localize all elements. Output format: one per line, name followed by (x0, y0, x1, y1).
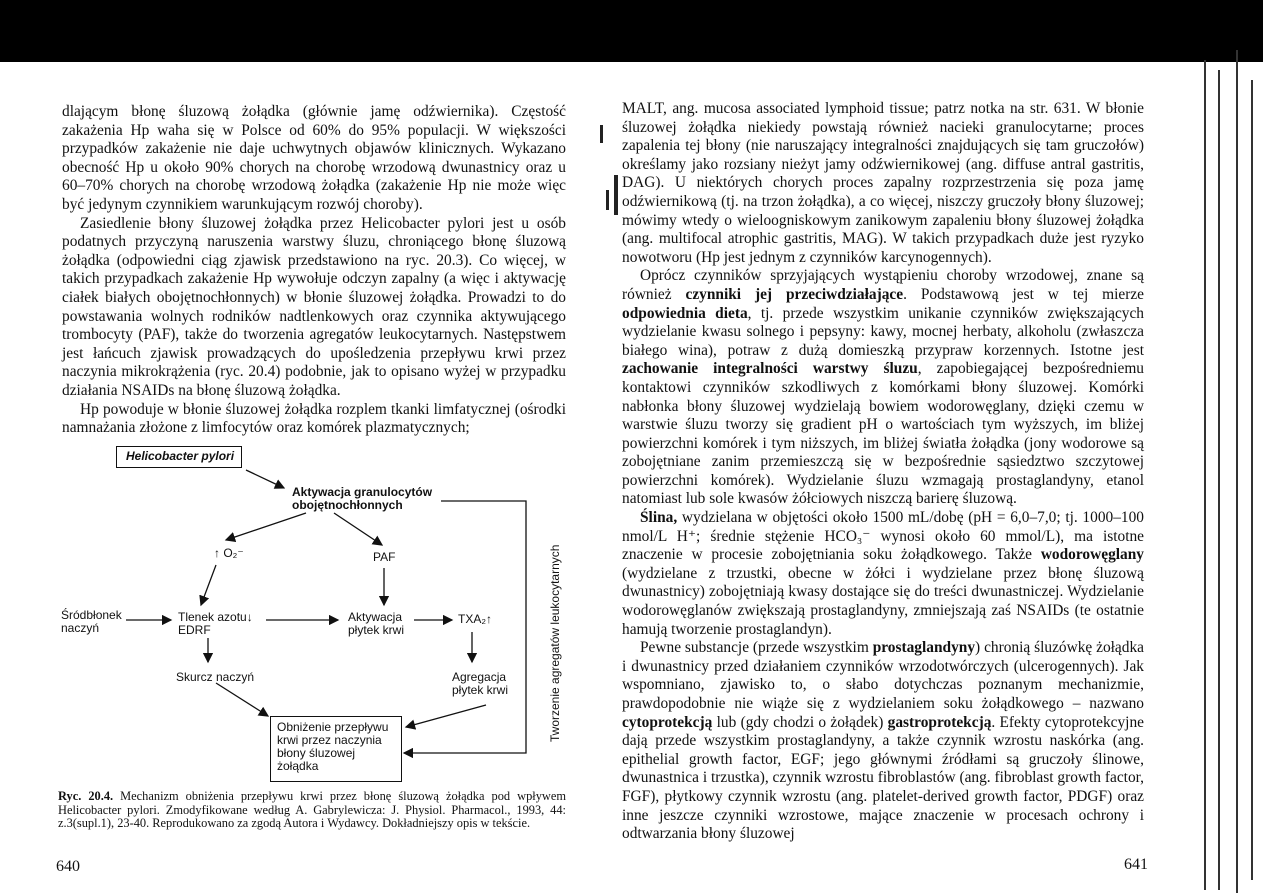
flow-label-1: Obniżenie przepływu (277, 720, 389, 734)
aggregation-label-2: płytek krwi (452, 683, 509, 697)
leukocyte-aggregates-label: Tworzenie agregatów leukocytarnych (548, 544, 562, 742)
bold-counteracting: czynniki jej przeciwdziałające (685, 285, 904, 303)
bold-mucus-integrity: zachowanie integralności warstwy śluzu (622, 360, 918, 378)
activation-label-1: Aktywacja granulocytów (292, 485, 433, 499)
arrow-agg-flow (406, 705, 486, 727)
flow-label-3: błony śluzowej (277, 746, 356, 760)
platelet-activation-label-2: płytek krwi (348, 623, 405, 637)
bold-gastroprotection: gastroprotekcją (887, 713, 992, 731)
page-edge (1196, 50, 1263, 893)
figure-caption (58, 790, 566, 831)
bold-prostaglandins: prostaglandyny (872, 639, 976, 657)
hp-label: Helicobacter pylori (126, 449, 235, 463)
aggregation-label-1: Agregacja (452, 670, 507, 684)
activation-label-2: obojętnochłonnych (292, 498, 403, 512)
nitric-oxide-label-1: Tlenek azotu↓ (178, 610, 253, 624)
caption-label: Ryc. 20.4. (58, 789, 114, 803)
right-paragraph-4: Pewne substancje (przede wszystkim prostaglandyny) chronią śluzówkę żołądka i dwunastnicy przed działaniem czynników wrzodotwórczych (ulcerogennych). Jak wspomniano, zjawisko to, o słabo dotychczas poznanym mechanizmie, prawdopodobnie nie wiąże się z wydzielaniem soku żołądkowego – nazwano cytoprotekcją lub (gdy chodzi o żołądek) gastroprotekcją. Efekty cytoprotekcyjne dają przede wszystkim prostaglandyny, a także czynnik wzrostu naskórka (ang. epithelial growth factor, EGF; jego głównymi źródłami są gruczoły ślinowe, dwunastnica i trzustka), czynnik wzrostu fibroblastów (ang. fibroblast growth factor, FGF), płytkowy czynnik wzrostu (ang. platelet-derived growth factor, PDGF) oraz inne jeszcze czynniki wzrostowe, mające znaczenie w procesach ochrony i odtwarzania błony śluzowej (622, 639, 1144, 843)
bold-cytoprotection: cytoprotekcją (622, 713, 713, 731)
arrow-act-o2 (226, 513, 306, 540)
flow-label-4: żołądka (277, 759, 319, 773)
paf-label: PAF (373, 550, 396, 564)
arrow-vaso-flow (216, 683, 268, 716)
book-gutter (600, 95, 622, 255)
left-paragraph-1: dlającym błonę śluzową żołądka (głównie jamę odźwiernika). Częstość zakażenia Hp waha się w Polsce od 60% do 95% populacji. W większości przypadków zakażenie nie daje uchwytnych objawów klinicznych. Wykazano obecność Hp u około 90% chorych na chorobę wrzodową dwunastnicy oraz u 60–70% chorych na chorobę wrzodową żołądka (zakażenie Hp nie może więc być jedynym czynnikiem warunkującym rozwój choroby). (62, 103, 566, 213)
right-page-text (622, 100, 1144, 844)
arrow-o2-no (201, 565, 216, 605)
scanner-shadow (0, 0, 1263, 62)
right-paragraph-3: Ślina, wydzielana w objętości około 1500 mL/dobę (pH = 6,0–7,0; tj. 1000–100 nmol/L H⁺; średnie stężenie HCO₃⁻ wynosi około 60 mmol/L), ma istotne znaczenie w procesie zobojętniania soku żołądkowego. Także wodorowęglany (wydzielane z trzustki, obecne w żółci i wydzielane przez błonę śluzową dwunastnicy) zobojętniają kwasy dostające się do treści dwunastniczej. Wydzielanie wodorowęglanów zwiększają prostaglandyny, zmniejszają zaś NSAIDs (te ostatnie hamują tworzenie prostaglandyn). (622, 509, 1144, 638)
endothelium-label-1: Śródbłonek (61, 608, 122, 622)
txa2-label: TXA₂↑ (458, 612, 492, 626)
bold-diet: odpowiednia dieta (622, 304, 748, 322)
page-number-left: 640 (56, 858, 80, 875)
platelet-activation-label-1: Aktywacja (348, 610, 403, 624)
endothelium-label-2: naczyń (61, 621, 100, 635)
left-paragraph-3: Hp powoduje w błonie śluzowej żołądka rozplem tkanki limfatycznej (ośrodki namnażania złożone z limfocytów oraz komórek plazmatycznych; (62, 400, 566, 437)
right-paragraph-2: Oprócz czynników sprzyjających wystąpieniu choroby wrzodowej, znane są również czynniki jej przeciwdziałające. Podstawową jest w tej mierze odpowiednia dieta, tj. przede wszystkim unikanie czynników zwiększających wydzielanie kwasu solnego i pepsyny: kawy, mocnej herbaty, alkoholu (zwłaszcza białego wina), potraw z dużą domieszką przypraw korzennych. Istotne jest zachowanie integralności warstwy śluzu, zapobiegającej bezpośredniemu kontaktowi czynników szkodliwych z komórkami błony śluzowej. Komórki nabłonka błony śluzowej wydzielają bowiem wodorowęglany, dzięki czemu w warstwie śluzu tworzy się gradient pH o wartościach tym wyższych, im bliżej powierzchni komórek i tym niższych, im bliżej światła żołądka (jony wodorowe są zobojętniane zanim przemieszczą się w bezpośrednie sąsiedztwo szczytowej powierzchni komórek). Wydzielanie śluzu wzmagają prostaglandyny, etanol natomiast lub sole kwasów żółciowych niszczą barierę śluzową. (622, 267, 1144, 508)
flow-label-2: krwi przez naczynia (277, 733, 382, 747)
caption-text: Mechanizm obniżenia przepływu krwi przez błonę śluzową żołądka pod wpływem Helicobacter pylori. Zmodyfikowane według A. Gabrylewicza: J. Physiol. Pharmacol., 1993, 44: z.3(supl.1), 23-40. Reprodukowano za zgodą Autora i Wydawcy. Dokładniejszy opis w tekście. (58, 789, 566, 831)
figure-20-4 (56, 440, 576, 785)
right-paragraph-1: MALT, ang. mucosa associated lymphoid tissue; patrz notka na str. 631. W błonie śluzowej żołądka niekiedy powstają również nacieki granulocytarne; proces zapalenia tej błony (nie naruszający integralności znajdujących się tam gruczołów) określamy jako rozsiany nieżyt jamy odźwiernikowej (ang. diffuse antral gastritis, DAG). U niektórych chorych proces zapalny rozprzestrzenia się poza jamę odźwiernikową (tj. na trzon żołądka), a co więcej, niszczy gruczoły błony śluzowej; mówimy wtedy o wieloogniskowym zanikowym zapaleniu błony śluzowej żołądka (ang. multifocal atrophic gastritis, MAG). W takich przypadkach duże jest ryzyko nowotworu (Hp jest jednym z czynników karcynogennych). (622, 100, 1144, 266)
page-number-right: 641 (1124, 856, 1148, 873)
arrow-leukocyte-loop (404, 501, 526, 753)
bold-bicarbonates: wodorowęglany (1040, 546, 1144, 564)
o2-label: ↑ O₂⁻ (214, 546, 244, 560)
vasoconstriction-label: Skurcz naczyń (176, 670, 255, 684)
bold-saliva: Ślina, (640, 509, 678, 527)
left-paragraph-2: Zasiedlenie błony śluzowej żołądka przez Helicobacter pylori jest u osób podatnych przyczyną naruszenia warstwy śluzu, chroniącego błonę śluzową żołądka (odpowiedni ciąg zjawisk przedstawiono na ryc. 20.3). Co więcej, w takich przypadkach zakażenie Hp wywołuje odczyn zapalny (a więc i aktywację ciałek białych obojętnochłonnych) w błonie śluzowej żołądka. Prowadzi to do powstawania wolnych rodników nadtlenkowych oraz czynnika aktywującego trombocyty (PAF), także do tworzenia agregatów leukocytarnych. Następstwem jest łańcuch zjawisk prowadzących do upośledzenia przepływu krwi przez naczynia mikrokrążenia (ryc. 20.4) podobnie, jak to opisano wyżej w przypadku działania NSAIDs na błonę śluzową żołądka. (62, 214, 566, 399)
arrow-hp-activation (246, 470, 284, 488)
left-page-text (62, 103, 566, 438)
arrow-act-paf (334, 513, 382, 545)
nitric-oxide-label-2: EDRF (178, 623, 211, 637)
